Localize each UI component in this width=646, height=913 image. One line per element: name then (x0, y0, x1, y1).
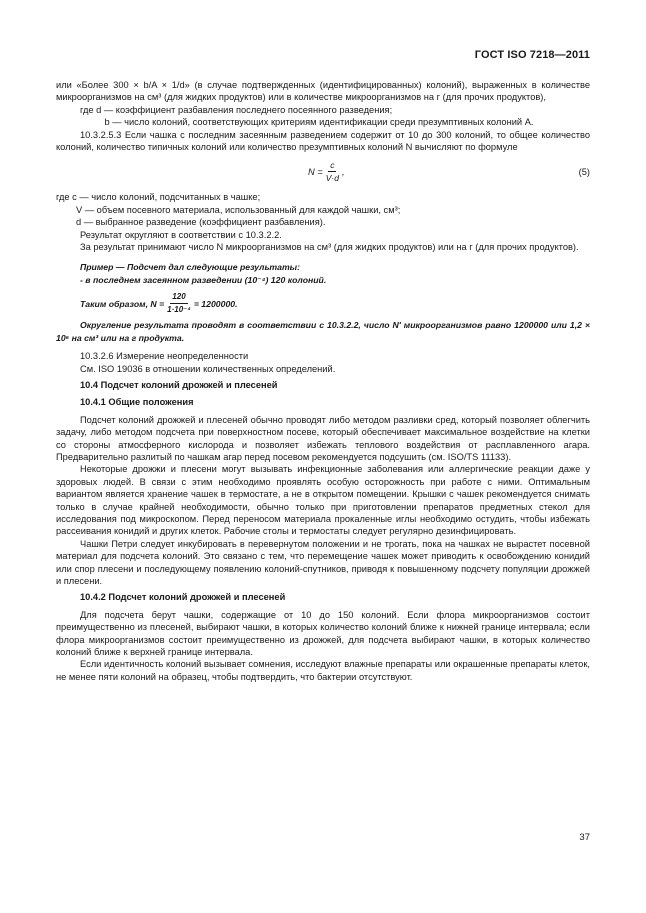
definition-V: V — объем посевного материала, использованный для каждой чашки, см³; (76, 204, 401, 215)
example-numerator: 120 (170, 292, 187, 304)
definition-d: где d — коэффициент разбавления последнего посеянного разведения; (80, 104, 393, 115)
formula-numerator: c (330, 160, 335, 171)
paragraph-identity: Если идентичность колоний вызывает сомнения, исследуют влажные препараты или окрашенные препараты клеток, не менее пяти колоний на образец, чтобы подтвердить, что бактерии отсутствуют. (56, 659, 590, 682)
example-title: Пример — Подсчет дал следующие результаты: (80, 262, 300, 273)
definition-c: где c — число колоний, подсчитанных в чашке; (56, 192, 261, 203)
formula-lhs: N = (308, 166, 323, 177)
heading-10-4-1: 10.4.1 Общие положения (80, 397, 194, 408)
paragraph-counting: Для подсчета берут чашки, содержащие от 10 до 150 колоний. Если флора микроорганизмов состоит преимущественно из плесеней, выбирают чашки, в которых количество колоний ближе к нижней границе интервала; если флора микроорганизмов состоит преимущественно из дрожжей, для подсчета выбирают чашки, в которых количество колоний ближе к верхней границе интервала. (56, 609, 590, 658)
paragraph-10-3-2-5-3: 10.3.2.5.3 Если чашка с последним засеянным разведением содержит от 10 до 300 колоний, то общее количество колоний, количество типичных колоний или количество презумптивных колоний N вычисляют по формуле (56, 129, 590, 153)
definition-b: b — число колоний, соответствующих критериям идентификации среди презумптивных колоний A. (104, 117, 534, 128)
formula-number: (5) (578, 167, 590, 178)
paragraph-iso-19036: См. ISO 19036 в отношении количественных определений. (80, 363, 336, 374)
example-dilution: - в последнем засеянном разведении (10⁻⁴) 120 колоний. (80, 274, 327, 285)
paragraph-rounding: Результат округляют в соответствии с 10.3.2.2. (80, 229, 282, 240)
example-formula-rhs: = 1200000. (193, 298, 238, 309)
formula-denominator: V·d (325, 173, 339, 184)
paragraph-safety: Некоторые дрожжи и плесени могут вызывать инфекционные заболевания или аллергические реакции даже у здоровых людей. В связи с этим необходимо проявлять особую осторожность при работе с ними. Оптимальным вариантом является хранение чашек в термостате, а не в открытом помещении. Крышки с чашек рекомендуется снимать только в случае крайней необходимости, обычно только при приготовлении препаратов предметных стекол для исследования под микроскопом. Перед переносом материала прокаленные иглы необходимо остудить, чтобы избежать рассеивания конидий и других клеток. Рабочие столы и термостаты следует регулярно дезинфицировать. (56, 464, 590, 537)
heading-10-4: 10.4 Подсчет колоний дрожжей и плесеней (80, 379, 278, 390)
example-formula-lhs: Таким образом, N = (80, 298, 165, 309)
heading-10-4-2: 10.4.2 Подсчет колоний дрожжей и плесеней (80, 592, 286, 603)
formula-fraction (326, 160, 339, 183)
paragraph-result-N: За результат принимают число N микроорганизмов на см³ (для жидких продуктов) или на г (для прочих продуктов). (80, 242, 579, 253)
definition-d-dilution: d — выбранное разведение (коэффициент разбавления). (76, 217, 326, 228)
section-10-3-2-6: 10.3.2.6 Измерение неопределенности (80, 351, 249, 362)
paragraph-result-expression: или «Более 300 × b/A × 1/d» (в случае подтвержденных (идентифицированных) колоний), выраженных в количестве микроорганизмов на см³ (для жидких продуктов) или в количестве микроорганизмов на г (для прочих продуктов), (56, 80, 590, 103)
example-rounding: Округление результата проводят в соответствии с 10.3.2.2, число N' микроорганизмов равно 1200000 или 1,2 × 10⁶ на см³ или на г продукта. (56, 320, 590, 343)
page-number: 37 (579, 832, 590, 843)
formula-expression (308, 160, 345, 183)
example-denominator: 1·10⁻⁴ (167, 305, 191, 315)
paragraph-incubation: Чашки Петри следует инкубировать в перевернутом положении и не трогать, пока на чашках не вырастет посевной материал для подсчета колоний. Это связано с тем, что перемещение чашек может приводить к освобождению конидий или спор плесени и последующему появлению колоний-спутников, приводя к повышенному подсчету популяции дрожжей и плесени. (56, 538, 590, 586)
formula-tail: , (341, 166, 345, 177)
example-fraction (167, 292, 191, 315)
example-formula (56, 292, 590, 315)
formula-5 (56, 160, 590, 186)
standard-header: ГОСТ ISO 7218—2011 (474, 49, 590, 61)
paragraph-methods: Подсчет колоний дрожжей и плесеней обычно проводят либо методом разливки сред, который позволяет облегчить задачу, либо методом подсчета при поверхностном посеве, который обеспечивает максимальное воздействие на клетки со стороны атмосферного кислорода и позволяет избежать теплового воздействия от расплавленного агара. Предварительно разлитый по чашкам агар перед посевом рекомендуется подсушить (см. ISO/TS 11133). (56, 414, 590, 462)
page-body (56, 79, 590, 683)
